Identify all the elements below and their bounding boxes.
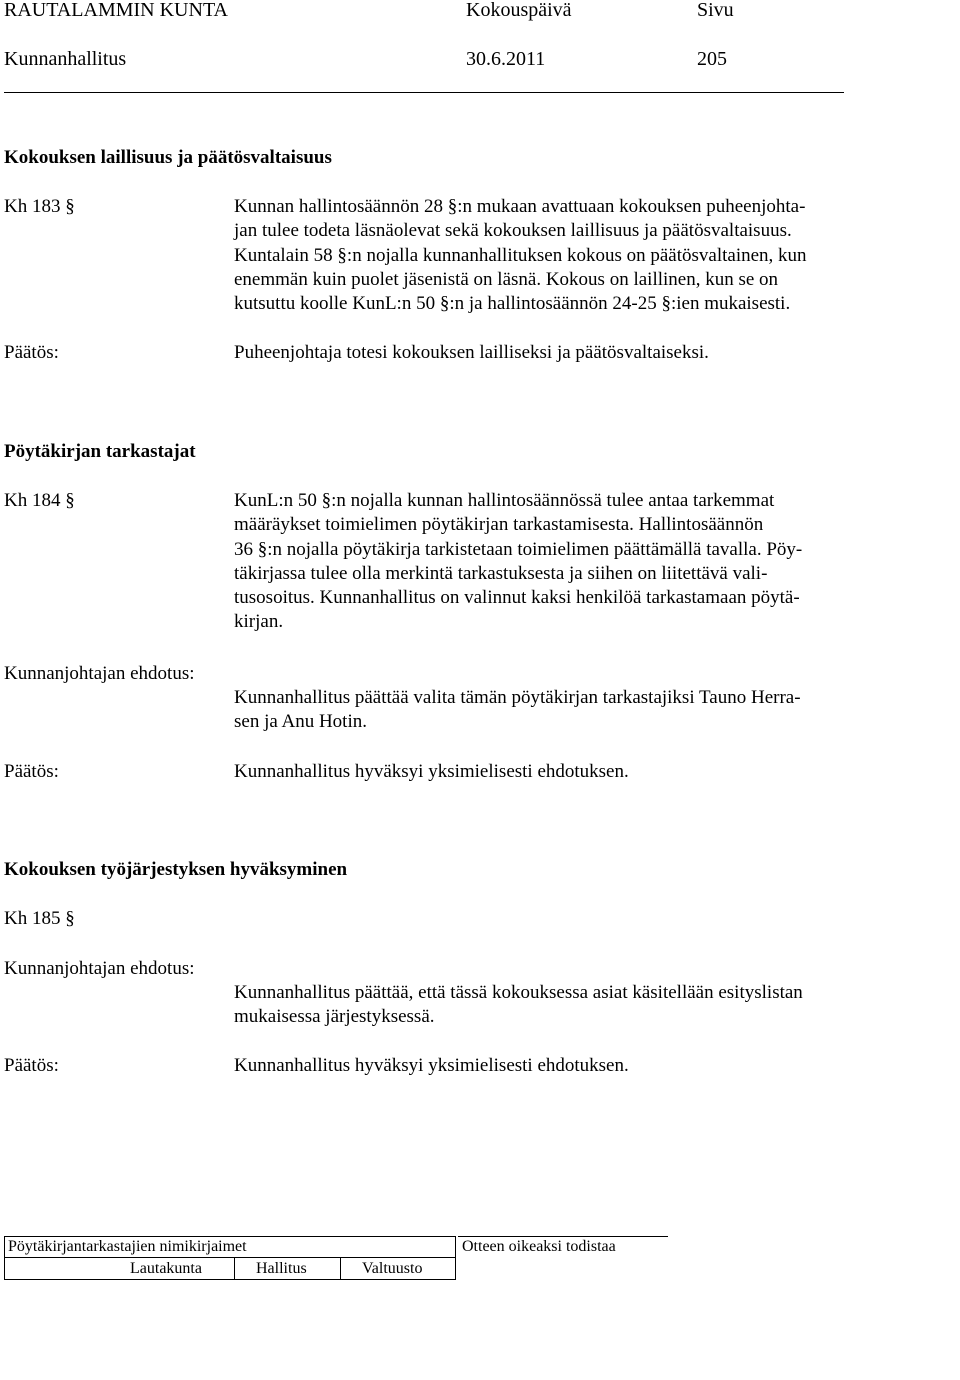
decision-label: Päätös:: [4, 1055, 59, 1076]
text-line: Kunnan hallintosäännön 28 §:n mukaan avattuaan kokouksen puheenjohta-: [234, 196, 806, 217]
column-lautakunta: Lautakunta: [130, 1260, 202, 1277]
item-body-text: [234, 195, 894, 316]
column-hallitus: Hallitus: [256, 1260, 307, 1277]
initials-label: Pöytäkirjantarkastajien nimikirjaimet: [8, 1238, 247, 1255]
body-name: Kunnanhallitus: [4, 48, 127, 70]
decision-label: Päätös:: [4, 342, 59, 363]
decision-text: Kunnanhallitus hyväksyi yksimielisesti ehdotuksen.: [234, 761, 629, 782]
meeting-date-label: Kokouspäivä: [466, 0, 572, 21]
text-line: määräykset toimielimen pöytäkirjan tarkastamisesta. Hallintosäännön: [234, 514, 764, 536]
text-line: tusosoitus. Kunnanhallitus on valinnut kaksi henkilöä tarkastamaan pöytä-: [234, 587, 800, 609]
text-line: 36 §:n nojalla pöytäkirja tarkistetaan toimielimen päättämällä tavalla. Pöy-: [234, 538, 803, 560]
proposal-text: [234, 981, 894, 1030]
text-line: Kunnanhallitus päättää valita tämän pöytäkirjan tarkastajiksi Tauno Herra-: [234, 687, 801, 708]
text-line: KunL:n 50 §:n nojalla kunnan hallintosäännössä tulee antaa tarkemmat: [234, 490, 775, 511]
decision-text: Puheenjohtaja totesi kokouksen lailliseksi ja päätösvaltaiseksi.: [234, 342, 709, 363]
section-title: Kokouksen laillisuus ja päätösvaltaisuus: [4, 147, 332, 168]
proposal-text: [234, 686, 894, 735]
meeting-date: 30.6.2011: [466, 48, 546, 70]
text-line: mukaisessa järjestyksessä.: [234, 1006, 435, 1028]
item-number: Kh 183 §: [4, 196, 75, 217]
proposal-label: Kunnanjohtajan ehdotus:: [4, 663, 195, 684]
proposal-label: Kunnanjohtajan ehdotus:: [4, 958, 195, 979]
decision-text: Kunnanhallitus hyväksyi yksimielisesti ehdotuksen.: [234, 1055, 629, 1076]
item-number: Kh 184 §: [4, 490, 75, 511]
org-name: RAUTALAMMIN KUNTA: [4, 0, 229, 21]
section-title: Pöytäkirjan tarkastajat: [4, 441, 196, 462]
certified-label: Otteen oikeaksi todistaa: [462, 1238, 616, 1255]
text-line: Kuntalain 58 §:n nojalla kunnanhallituksen kokous on päätösvaltainen, kun: [234, 244, 807, 266]
text-line: kutsuttu koolle KunL:n 50 §:n ja hallintosäännön 24-25 §:ien mukaisesti.: [234, 293, 791, 315]
text-line: kirjan.: [234, 611, 284, 633]
item-number: Kh 185 §: [4, 908, 75, 929]
text-line: jan tulee todeta läsnäolevat sekä kokouksen laillisuus ja päätösvaltaisuus.: [234, 220, 792, 242]
text-line: täkirjassa tulee olla merkintä tarkastuksesta ja siihen on liitettävä vali-: [234, 562, 768, 584]
page-number: 205: [697, 48, 727, 70]
page-label: Sivu: [697, 0, 734, 21]
text-line: Kunnanhallitus päättää, että tässä kokouksessa asiat käsitellään esityslistan: [234, 982, 803, 1003]
text-line: enemmän kuin puolet jäsenistä on läsnä. Kokous on laillinen, kun se on: [234, 268, 779, 290]
decision-label: Päätös:: [4, 761, 59, 782]
section-title: Kokouksen työjärjestyksen hyväksyminen: [4, 859, 348, 880]
header-divider: [4, 92, 844, 93]
text-line: sen ja Anu Hotin.: [234, 711, 367, 733]
column-valtuusto: Valtuusto: [362, 1260, 423, 1277]
item-body-text: [234, 489, 894, 635]
